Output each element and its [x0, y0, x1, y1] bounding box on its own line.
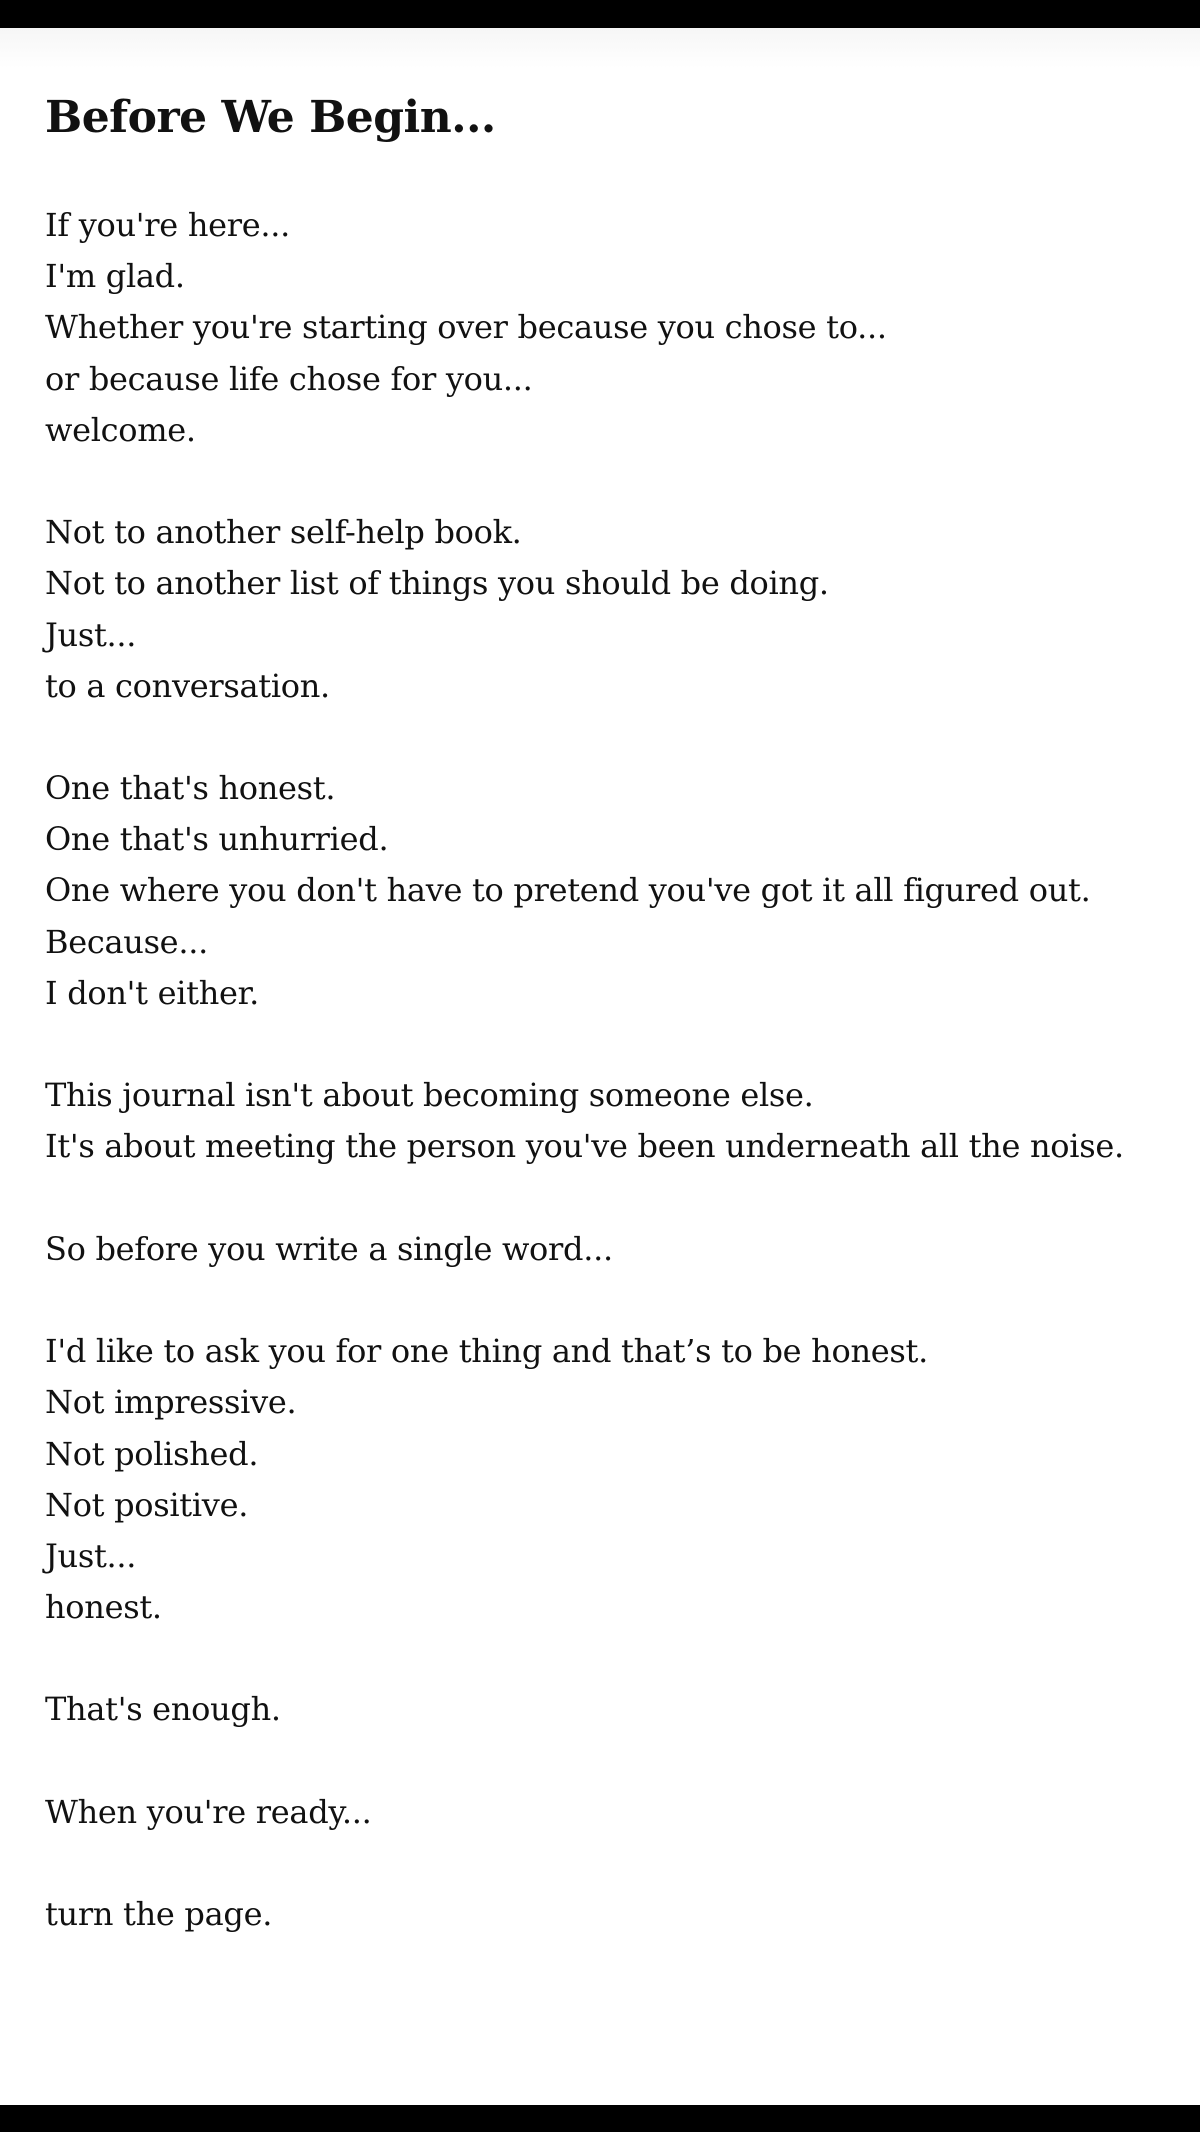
- paragraph-gap: [45, 1838, 1165, 1889]
- bottom-border-bar: [0, 2105, 1200, 2132]
- top-shade: [0, 28, 1200, 68]
- paragraph: [45, 507, 1165, 712]
- text-line: Not positive.: [45, 1485, 249, 1524]
- paragraph: [45, 1224, 1165, 1275]
- text-line: Not to another list of things you should be doing.: [45, 564, 829, 603]
- text-line: Just...: [45, 1536, 137, 1575]
- text-line: One that's honest.: [45, 769, 336, 808]
- top-border-bar: [0, 0, 1200, 28]
- text-line: turn the page.: [45, 1895, 273, 1934]
- text-line: I'd like to ask you for one thing and that’s to be honest.: [45, 1332, 928, 1371]
- paragraph-gap: [45, 1019, 1165, 1070]
- paragraph: [45, 1070, 1165, 1172]
- paragraph: [45, 763, 1165, 1019]
- paragraph: [45, 1326, 1165, 1633]
- paragraph: [45, 1684, 1165, 1735]
- text-line: So before you write a single word...: [45, 1229, 613, 1268]
- page-title: Before We Begin...: [45, 92, 496, 143]
- paragraph-gap: [45, 712, 1165, 763]
- paragraph-gap: [45, 456, 1165, 507]
- paragraph-gap: [45, 1633, 1165, 1684]
- text-line: Whether you're starting over because you chose to...: [45, 308, 887, 347]
- text-line: or because life chose for you...: [45, 359, 533, 398]
- paragraph-gap: [45, 1173, 1165, 1224]
- text-line: Just...: [45, 615, 137, 654]
- text-line: to a conversation.: [45, 666, 330, 705]
- text-line: When you're ready...: [45, 1792, 372, 1831]
- text-line: It's about meeting the person you've been underneath all the noise.: [45, 1127, 1124, 1166]
- paragraph-gap: [45, 1736, 1165, 1787]
- text-line: That's enough.: [45, 1690, 281, 1729]
- text-line: One where you don't have to pretend you've got it all figured out.: [45, 871, 1091, 910]
- page-body: [45, 200, 1165, 1940]
- paragraph: [45, 200, 1165, 456]
- journal-page: [45, 80, 1165, 1940]
- text-line: This journal isn't about becoming someone else.: [45, 1076, 814, 1115]
- text-line: Not impressive.: [45, 1383, 297, 1422]
- paragraph: [45, 1889, 1165, 1940]
- text-line: honest.: [45, 1588, 162, 1627]
- text-line: I don't either.: [45, 973, 260, 1012]
- text-line: Not to another self-help book.: [45, 513, 522, 552]
- text-line: Because...: [45, 922, 208, 961]
- text-line: One that's unhurried.: [45, 820, 389, 859]
- text-line: Not polished.: [45, 1434, 259, 1473]
- text-line: I'm glad.: [45, 257, 185, 296]
- paragraph-gap: [45, 1275, 1165, 1326]
- text-line: welcome.: [45, 410, 196, 449]
- paragraph: [45, 1787, 1165, 1838]
- text-line: If you're here...: [45, 206, 291, 244]
